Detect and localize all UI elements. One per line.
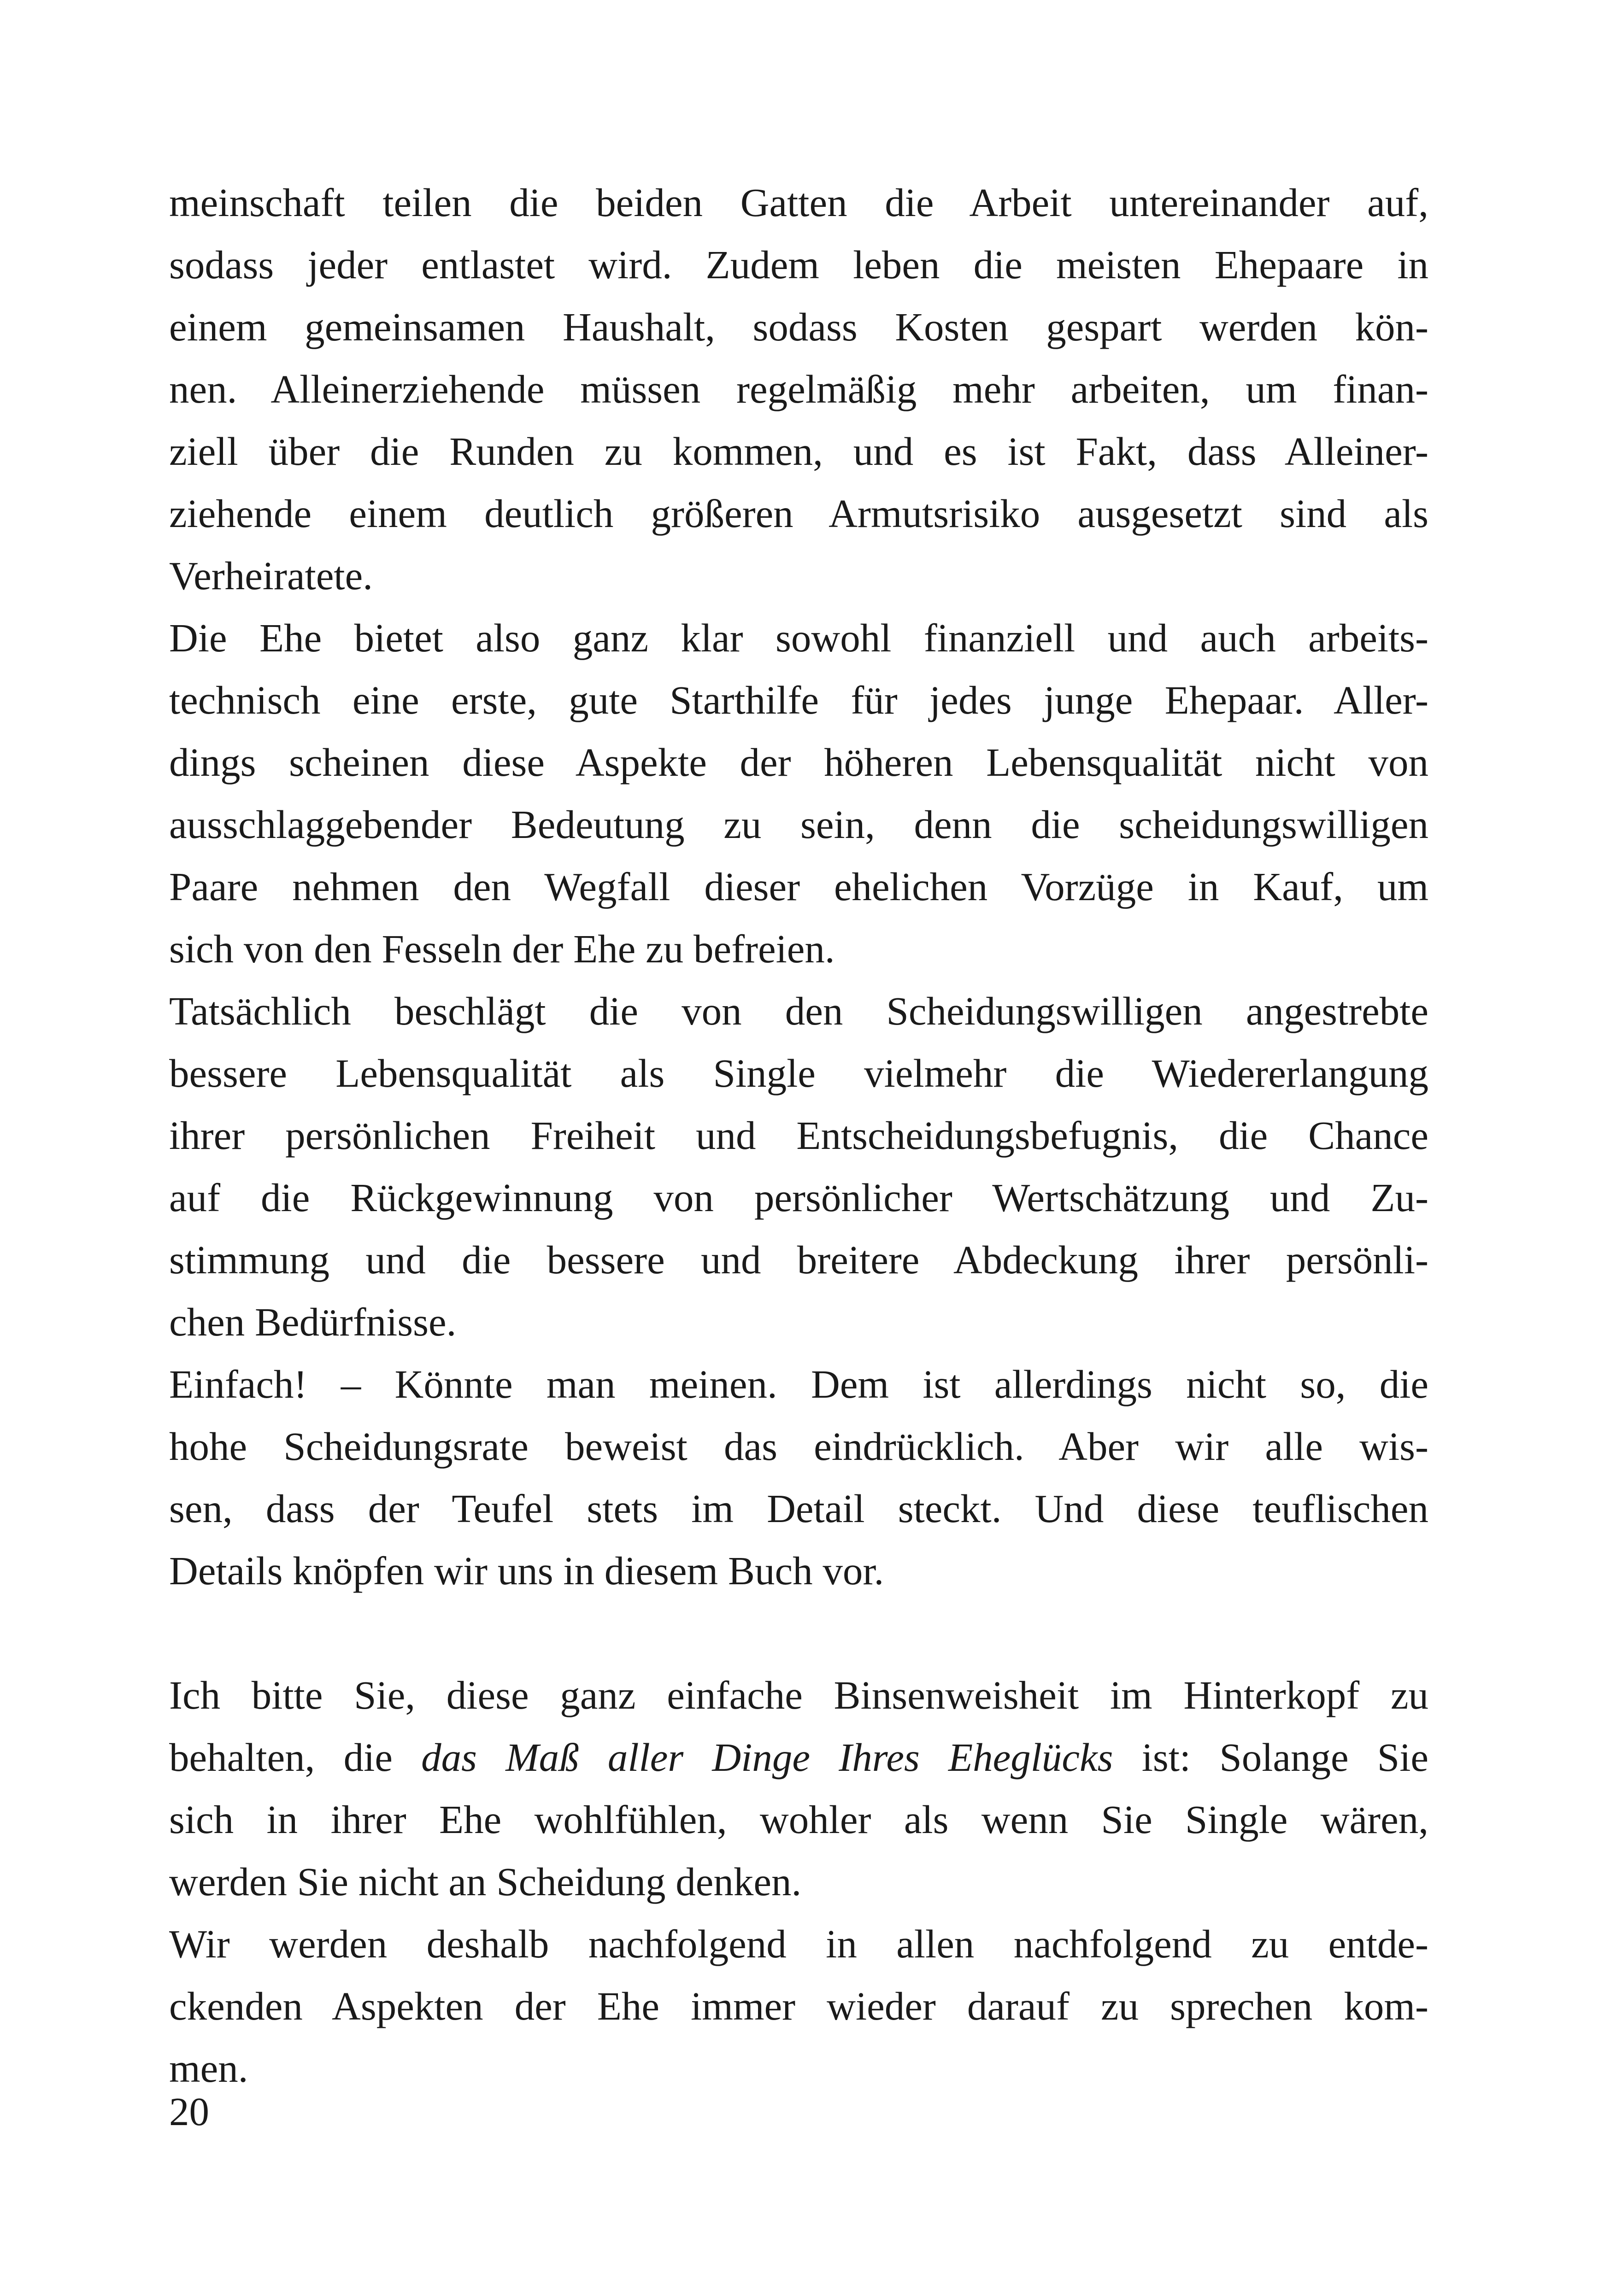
paragraph-5 xyxy=(169,1664,1428,1913)
text-line: nen. Alleinerziehende müssen regelmäßig mehr arbeiten, um finan- xyxy=(169,367,1428,411)
paragraph-gap xyxy=(169,1602,1428,1664)
paragraph-3 xyxy=(169,980,1428,1353)
text-line: sodass jeder entlastet wird. Zudem leben die meisten Ehepaare in xyxy=(169,242,1428,287)
paragraph-4 xyxy=(169,1353,1428,1602)
text-line: stimmung und die bessere und breitere Abdeckung ihrer persönli- xyxy=(169,1237,1428,1282)
text-line: Verheiratete. xyxy=(169,553,373,598)
page-number: 20 xyxy=(169,2089,209,2134)
text-line: Tatsächlich beschlägt die von den Scheidungswilligen angestrebte xyxy=(169,989,1428,1033)
body-text xyxy=(169,171,1428,2099)
text-line: bessere Lebensqualität als Single vielmehr die Wiedererlangung xyxy=(169,1051,1428,1095)
text-line: technisch eine erste, gute Starthilfe für jedes junge Ehepaar. Aller- xyxy=(169,678,1428,722)
text-line: Paare nehmen den Wegfall dieser ehelichen Vorzüge in Kauf, um xyxy=(169,864,1428,909)
text-line: Die Ehe bietet also ganz klar sowohl finanziell und auch arbeits- xyxy=(169,615,1428,660)
paragraph-1 xyxy=(169,171,1428,607)
text-line: chen Bedürfnisse. xyxy=(169,1300,457,1344)
text-line: ausschlaggebender Bedeutung zu sein, denn die scheidungswilligen xyxy=(169,802,1428,847)
text-line: meinschaft teilen die beiden Gatten die Arbeit untereinander auf, xyxy=(169,180,1428,225)
text-line: werden Sie nicht an Scheidung denken. xyxy=(169,1859,802,1904)
text-line: men. xyxy=(169,2046,248,2091)
text-line: Einfach! – Könnte man meinen. Dem ist allerdings nicht so, die xyxy=(169,1362,1428,1406)
text-line: ckenden Aspekten der Ehe immer wieder darauf zu sprechen kom- xyxy=(169,1984,1428,2028)
text-fragment: ist: Solange Sie xyxy=(1113,1735,1428,1780)
text-line: sich in ihrer Ehe wohlfühlen, wohler als wenn Sie Single wären, xyxy=(169,1797,1428,1842)
text-line: ziehende einem deutlich größeren Armutsrisiko ausgesetzt sind als xyxy=(169,491,1428,536)
text-line: Wir werden deshalb nachfolgend in allen nachfolgend zu entde- xyxy=(169,1921,1428,1966)
paragraph-2 xyxy=(169,607,1428,980)
text-line: ziell über die Runden zu kommen, und es ist Fakt, dass Alleiner- xyxy=(169,429,1428,474)
text-line: ihrer persönlichen Freiheit und Entscheidungsbefugnis, die Chance xyxy=(169,1113,1428,1158)
text-line: Details knöpfen wir uns in diesem Buch vor. xyxy=(169,1548,884,1593)
text-line: sich von den Fesseln der Ehe zu befreien. xyxy=(169,926,835,971)
text-line: hohe Scheidungsrate beweist das eindrücklich. Aber wir alle wis- xyxy=(169,1424,1428,1469)
text-line: sen, dass der Teufel stets im Detail steckt. Und diese teuflischen xyxy=(169,1486,1428,1531)
paragraph-6 xyxy=(169,1913,1428,2099)
text-line: einem gemeinsamen Haushalt, sodass Kosten gespart werden kön- xyxy=(169,305,1428,349)
text-line: auf die Rückgewinnung von persönlicher Wertschätzung und Zu- xyxy=(169,1175,1428,1220)
text-line: dings scheinen diese Aspekte der höheren Lebensqualität nicht von xyxy=(169,740,1428,785)
text-fragment: behalten, die xyxy=(169,1735,422,1780)
text-line: Ich bitte Sie, diese ganz einfache Binsenweisheit im Hinterkopf zu xyxy=(169,1673,1428,1717)
emphasized-phrase: das Maß aller Dinge Ihres Eheglücks xyxy=(421,1735,1113,1780)
text-line-with-emphasis xyxy=(169,1726,1428,1788)
